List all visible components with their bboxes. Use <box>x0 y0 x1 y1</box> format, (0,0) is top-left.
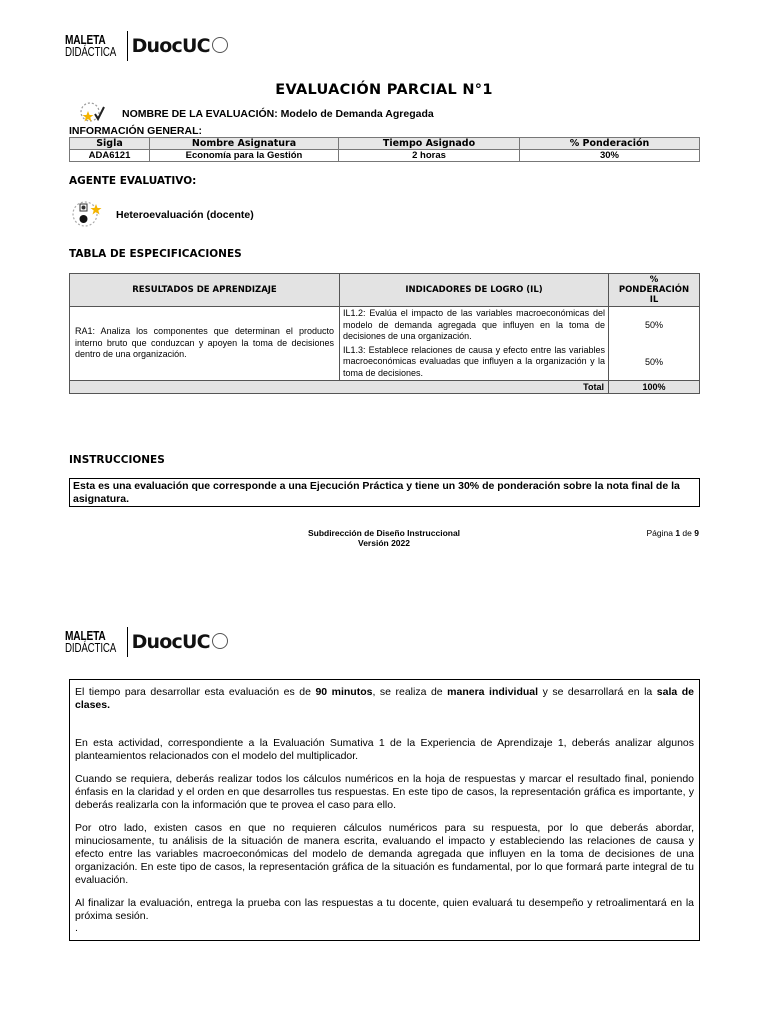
general-info-table <box>69 137 700 162</box>
maleta-didactica-wordmark: MALETA DIDÁCTICA <box>65 32 117 59</box>
page-title: EVALUACIÓN PARCIAL N°1 <box>275 82 493 98</box>
header-resultados: RESULTADOS DE APRENDIZAJE <box>70 274 340 307</box>
spec-row-il1 <box>70 307 700 344</box>
instructions-box: Esta es una evaluación que corresponde a una Ejecución Práctica y tiene un 30% de ponderación sobre la nota final de la asignatura. <box>69 478 700 507</box>
total-value: 100% <box>609 381 700 394</box>
spec-header-row <box>70 274 700 307</box>
header-ponderacion: % Ponderación <box>520 138 700 150</box>
il12-cell: IL1.2: Evalúa el impacto de las variables macroeconómicas del modelo de demanda agregada que influyen en la toma de decisiones de una organización. <box>340 307 609 344</box>
il12-pct: 50% <box>609 307 700 344</box>
paragraph-dot: . <box>75 922 78 934</box>
value-tiempo: 2 horas <box>339 150 520 162</box>
evaluation-name-label: NOMBRE DE LA EVALUACIÓN: <box>122 108 278 120</box>
header-sigla: Sigla <box>70 138 150 150</box>
header-tiempo: Tiempo Asignado <box>339 138 520 150</box>
paragraph-time: El tiempo para desarrollar esta evaluación es de 90 minutos, se realiza de manera individual y se desarrollará en la sala de clases. <box>75 686 695 711</box>
general-info-value-row <box>70 150 700 162</box>
maleta-didactica-wordmark: MALETA DIDÁCTICA <box>65 628 117 655</box>
evaluation-name <box>122 108 434 120</box>
value-sigla: ADA6121 <box>70 150 150 162</box>
logo-separator <box>127 627 128 657</box>
value-asignatura: Economía para la Gestión <box>150 150 339 162</box>
duocuc-wordmark: DuocUC <box>131 35 210 57</box>
duocuc-seal-icon <box>212 37 228 53</box>
page-number: Página 1 de 9 <box>646 528 699 538</box>
agent-value: Heteroevaluación (docente) <box>116 209 254 221</box>
paragraph-analysis: Por otro lado, existen casos en que no requieren cálculos numéricos para su respuesta, por lo que deberás abordar, minuciosamente, tu análisis de la situación de manera escrita, evaluando el impacto y estableciendo las relaciones de causa y efecto entre las variables macroeconómicas del modelo de demanda agregada que influyen en la toma de decisiones de una organización. En este tipo de casos, la representación gráfica de la situación es fundamental, por lo que formará parte integral de tu evaluación. <box>75 822 694 886</box>
general-info-heading: INFORMACIÓN GENERAL: <box>69 125 202 137</box>
spec-total-row <box>70 381 700 394</box>
header-asignatura: Nombre Asignatura <box>150 138 339 150</box>
spec-heading: TABLA DE ESPECIFICACIONES <box>69 248 242 260</box>
maleta-duocuc-logo <box>65 31 228 61</box>
instructions-heading: INSTRUCCIONES <box>69 454 165 466</box>
evaluation-name-value: Modelo de Demanda Agregada <box>280 108 434 120</box>
agent-heading: AGENTE EVALUATIVO: <box>69 175 197 187</box>
ra1-cell: RA1: Analiza los componentes que determinan el producto interno bruto que conduzcan y apoyen la toma de decisiones dentro de una organización. <box>70 307 340 381</box>
paragraph-finish: Al finalizar la evaluación, entrega la prueba con las respuestas a tu docente, quien evaluará tu desempeño y retroalimentará en la próxima sesión. <box>75 897 694 922</box>
value-ponderacion: 30% <box>520 150 700 162</box>
maleta-duocuc-logo-page2 <box>65 627 228 657</box>
header-ponderacion-il: % PONDERACIÓN IL <box>609 274 700 307</box>
header-indicadores: INDICADORES DE LOGRO (IL) <box>340 274 609 307</box>
il13-pct: 50% <box>609 344 700 381</box>
specifications-table <box>69 273 700 394</box>
logo-separator <box>127 31 128 61</box>
footer-department: Subdirección de Diseño Instruccional <box>307 528 461 538</box>
il13-cell: IL1.3: Establece relaciones de causa y efecto entre las variables macroeconómicas evaluadas que influyen a la organización y la toma de decisiones. <box>340 344 609 381</box>
evaluation-badge-icon <box>80 101 106 125</box>
paragraph-activity: En esta actividad, correspondiente a la Evaluación Sumativa 1 de la Experiencia de Aprendizaje 1, deberás analizar algunos planteamientos relacionados con el modelo del multiplicador. <box>75 737 694 762</box>
general-info-header-row <box>70 138 700 150</box>
duocuc-seal-icon <box>212 633 228 649</box>
hetero-evaluation-icon <box>72 199 104 229</box>
footer-version: Versión 2022 <box>358 538 410 548</box>
total-label: Total <box>70 381 609 394</box>
duocuc-wordmark: DuocUC <box>131 631 210 653</box>
paragraph-calculations: Cuando se requiera, deberás realizar todos los cálculos numéricos en la hoja de respuestas y marcar el resultado final, poniendo énfasis en la claridad y el orden en que desarrolles tus respuestas. En este tipo de casos, la representación gráfica es importante, y deberás realizarla con la información que te provea el caso para ello. <box>75 773 694 811</box>
instructions-detail-box <box>69 679 700 941</box>
